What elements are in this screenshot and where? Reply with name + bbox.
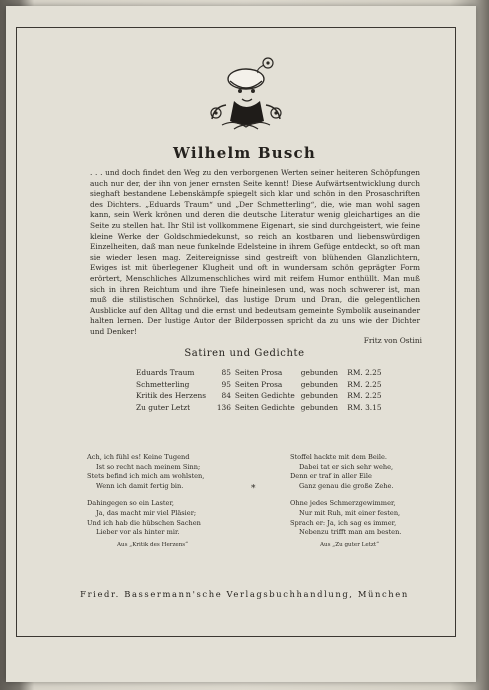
book-price: RM. 2.25	[347, 379, 382, 389]
book-kind: Seiten Prosa	[234, 379, 283, 389]
poem-line: Und ich hab die hübschen Sachen	[87, 518, 201, 527]
poem-line: Stoffel hackte mit dem Beile.	[290, 453, 387, 461]
essay-line: funkelnde Edelsteine in ihrem Gefüge entdeckt, so oft man sie wieder lesen mag. Zeitereignisse	[90, 242, 420, 262]
cartoon-figure-with-flowers-vignette	[204, 55, 288, 135]
poem-line: Denn er traf in aller Eile	[290, 472, 372, 481]
book-row	[136, 390, 386, 402]
book-row	[136, 367, 386, 379]
poem-line: Sprach er: Ja, ich sag es immer,	[290, 518, 397, 527]
book-kind: Seiten Gedichte	[234, 402, 295, 412]
book-binding: gebunden	[300, 402, 339, 412]
essay-line: . . . und doch findet den Weg zu den verborgenen Werten seiner heiteren Schöpfungen	[90, 168, 420, 177]
essay-line: auch nur der, der ihn von jener ernsten Seite kennt! Diese Aufwärtsentwicklung durch	[90, 178, 420, 188]
separator-asterisk: *	[251, 484, 256, 494]
essay-line: Dichter und Denker!	[90, 316, 420, 336]
publisher-imprint: Friedr. Bassermann'sche Verlagsbuchhandlung, München	[80, 589, 409, 599]
essay-line: Dichters. „Eduards Traum“ und „Der Schmetterling“, die, wie man wohl sagen kann,	[90, 199, 421, 220]
essay-line: hat. Ihr Stil ist vollkommene Eigenart, sie sind durchgeistert, wie feine kleine Werke der	[90, 220, 420, 241]
poem-source: Aus „Kritik des Herzens“	[117, 541, 189, 548]
book-price: RM. 2.25	[347, 391, 382, 401]
book-price: RM. 2.25	[347, 368, 382, 378]
poem-line: Ach, ich fühl es! Keine Tugend	[87, 453, 190, 461]
poem-line: Ja, das macht mir viel Pläsier;	[96, 508, 197, 517]
book-pages: 85	[221, 368, 231, 378]
poem-zu-guter-letzt	[290, 453, 440, 550]
poem-kritik-des-herzens	[87, 453, 247, 550]
book-title: Eduards Traum	[136, 368, 195, 378]
essay-line: gelegentlichen Ausblicke auf den Alltag und die ernst und bedeutsam gemeinte Symbolik	[90, 295, 420, 315]
section-title: Satiren und Gedichte	[184, 348, 305, 359]
book-binding: gebunden	[300, 379, 339, 389]
essay-line: Humor enthüllt. Man muß sich in ihren Reichtum und ihre Tiefe hineinlesen und, was	[90, 273, 420, 294]
poem-line: Dabei tat er sich sehr wehe,	[299, 462, 394, 471]
poem-line: Lieber vor als hinter mir.	[96, 528, 180, 537]
book-kind: Seiten Prosa	[234, 368, 283, 378]
book-binding: gebunden	[300, 391, 339, 401]
author-signature: Fritz von Ostini	[363, 336, 422, 345]
essay-line: sind gestreift von blühenden Glanzlichtern, Ewiges ist mit überlegener Klugheit und oft in	[90, 252, 421, 273]
book-pages: 95	[221, 379, 231, 389]
book-pages: 84	[221, 391, 231, 401]
book-title: Schmetterling	[136, 379, 190, 389]
poem-line: Nebenzu trifft man am besten.	[299, 528, 402, 537]
poem-line: Ohne jedes Schmerzgewimmer,	[290, 499, 396, 508]
essay-text	[90, 168, 420, 338]
book-title: Kritik des Herzens	[136, 391, 206, 401]
poem-line: Dahingegen so ein Laster,	[87, 499, 174, 508]
book-list	[136, 367, 386, 413]
poem-line: Ist so recht nach meinem Sinn;	[96, 462, 201, 471]
book-binding: gebunden	[300, 368, 339, 378]
essay-line: wundersam schön geprägter Form erörtert, Menschliches Allzumenschliches wird mit reifem	[90, 263, 420, 283]
book-price: RM. 3.15	[347, 402, 382, 412]
page-title: Wilhelm Busch	[173, 144, 316, 162]
poem-line: Ganz genau die große Zehe.	[299, 481, 394, 490]
book-row	[136, 402, 386, 414]
poem-line: Nur mit Ruh, mit einer festen,	[299, 508, 401, 517]
book-title: Zu guter Letzt	[136, 402, 191, 412]
essay-line: sein Werk krönen und deren die deutsche Literatur wenig gleichartiges an die Seite zu stellen	[90, 210, 420, 230]
essay-line: noch schwerer ist, man muß die stilistischen Schnörkel, das lustige Drum und Dran, die	[90, 284, 420, 305]
book-pages: 136	[216, 402, 231, 412]
poem-source: Aus „Zu guter Letzt“	[320, 541, 379, 548]
essay-line: sieghaft bestandene Lebenskämpfe spiegelt sich klar und schön in den Prosaschriften des	[90, 189, 420, 209]
book-kind: Seiten Gedichte	[234, 391, 295, 401]
essay-line: Goldschmiedekunst, so reich an kostbaren und liebenswürdigen Einzelheiten, daß man neue	[90, 231, 420, 252]
essay-line: auseinander halten lernen. Der lustige Autor der Bilderpossen spricht da zu uns wie der	[90, 305, 420, 326]
poem-line: Stets befind ich mich am wohlsten,	[87, 472, 205, 481]
poem-line: Wenn ich damit fertig bin.	[96, 481, 184, 490]
book-row	[136, 379, 386, 391]
